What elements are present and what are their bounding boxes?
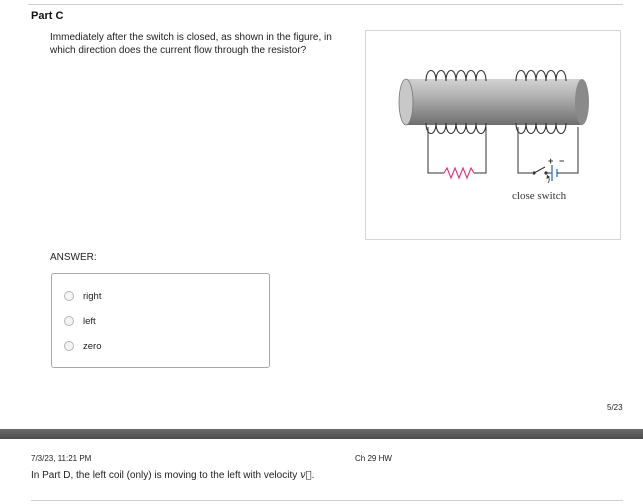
sentence-period: .	[311, 470, 315, 481]
circuit-figure	[365, 30, 621, 240]
figure-caption: close switch	[512, 190, 567, 202]
resistor	[444, 168, 474, 178]
next-question-body: In Part D, the left coil (only) is moving to the left with velocity	[31, 470, 298, 481]
battery-plus-sign: +	[548, 156, 554, 166]
radio-button[interactable]	[64, 316, 74, 326]
bottom-divider	[31, 500, 623, 501]
next-question-text	[31, 470, 314, 481]
radio-button[interactable]	[64, 291, 74, 301]
option-zero[interactable]	[64, 339, 101, 353]
page-break-bar	[0, 429, 643, 439]
resistor-circuit	[428, 127, 486, 173]
page-count: 5/23	[607, 403, 623, 412]
battery	[548, 156, 564, 181]
battery-minus-sign: −	[559, 156, 565, 166]
coil-circuit-diagram	[366, 31, 622, 241]
velocity-symbol: v⃗	[300, 470, 312, 481]
question-text: Immediately after the switch is closed, as shown in the figure, in which direction does the current flow through the resistor?	[50, 32, 332, 56]
top-divider	[28, 4, 623, 5]
option-label: right	[83, 290, 102, 302]
iron-rod	[399, 79, 589, 125]
option-label: zero	[83, 340, 102, 352]
part-title: Part C	[31, 10, 64, 22]
option-label: left	[83, 315, 96, 327]
option-right[interactable]	[64, 289, 101, 303]
print-timestamp: 7/3/23, 11:21 PM	[31, 454, 92, 463]
radio-button[interactable]	[64, 341, 74, 351]
battery-circuit	[518, 127, 578, 173]
answer-options	[51, 273, 270, 368]
switch	[532, 167, 552, 183]
answer-label: ANSWER:	[50, 252, 97, 263]
assignment-title: Ch 29 HW	[355, 454, 392, 463]
option-left[interactable]	[64, 314, 96, 328]
